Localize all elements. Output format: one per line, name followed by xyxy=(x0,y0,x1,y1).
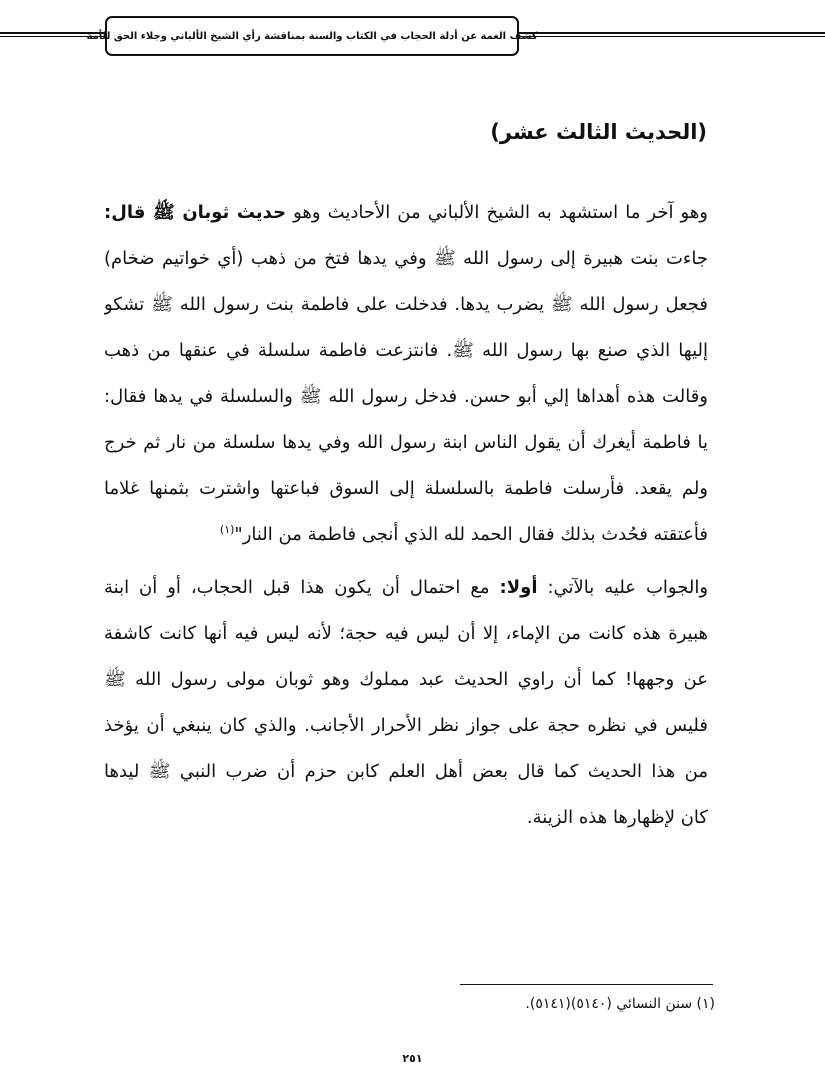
text-line xyxy=(104,565,708,611)
text-line: ولم يقعد. فأرسلت فاطمة بالسلسلة إلى السوق فباعتها واشترت بثمنها غلاما xyxy=(104,478,708,499)
text-line: يا فاطمة أيغرك أن يقول الناس ابنة رسول الله وفي يدها سلسلة من نار ثم خرج xyxy=(104,432,708,453)
text-line: فجعل رسول الله ﷺ يضرب يدها. فدخلت على فاطمة بنت رسول الله ﷺ تشكو xyxy=(104,294,708,315)
section-heading: (الحديث الثالث عشر) xyxy=(490,120,707,144)
text-line: هبيرة هذه كانت من الإماء، إلا أن ليس فيه حجة؛ لأنه ليس فيه أنها كانت كاشفة xyxy=(104,623,708,644)
hadith-paragraph xyxy=(104,190,708,558)
text-line: فليس في نظره حجة على جواز نظر الأحرار الأجانب. والذي كان ينبغي أن يؤخذ xyxy=(104,715,708,736)
text-line: وقالت هذه أهداها إلي أبو حسن. فدخل رسول الله ﷺ والسلسلة في يدها فقال: xyxy=(104,386,708,407)
footnote: (١) سنن النسائي (٥١٤٠)(٥١٤١). xyxy=(525,996,715,1012)
text-run: مع احتمال أن يكون هذا قبل الحجاب، أو أن ابنة xyxy=(104,577,500,598)
answer-paragraph xyxy=(104,565,708,841)
text-line: إليها الذي صنع بها رسول الله ﷺ. فانتزعت فاطمة سلسلة في عنقها من ذهب xyxy=(104,340,708,361)
running-header-title: كشف الغمة عن أدلة الحجاب في الكتاب والسنة بمناقشة رأي الشيخ الألباني وجلاء الحق للأمة xyxy=(86,30,538,42)
text-run: والجواب عليه بالآتي: xyxy=(537,577,708,598)
header-rule-right xyxy=(518,32,825,37)
text-line: جاءت بنت هبيرة إلى رسول الله ﷺ وفي يدها فتخ من ذهب (أي خواتيم ضخام) xyxy=(104,248,708,269)
text-line xyxy=(104,512,708,558)
text-line: من هذا الحديث كما قال بعض أهل العلم كابن حزم أن ضرب النبي ﷺ ليدها xyxy=(104,761,708,782)
footnote-separator xyxy=(460,984,713,985)
text-run: وهو آخر ما استشهد به الشيخ الألباني من الأحاديث وهو xyxy=(286,202,708,223)
page-number: ٢٥١ xyxy=(402,1052,423,1065)
text-line: كان لإظهارها هذه الزينة. xyxy=(526,807,708,828)
text-run-bold: حديث ثوبان ﷺ قال: xyxy=(104,202,287,223)
footnote-marker: (١) xyxy=(219,523,235,536)
text-line: عن وجهها! كما أن راوي الحديث عبد مملوك وهو ثوبان مولى رسول الله ﷺ xyxy=(104,669,708,690)
text-run-bold: أولا: xyxy=(499,577,538,598)
text-run: فأعتقته فحُدث بذلك فقال الحمد لله الذي أنجى فاطمة من النار" xyxy=(234,524,708,545)
text-line xyxy=(104,190,708,236)
running-header xyxy=(86,16,538,56)
